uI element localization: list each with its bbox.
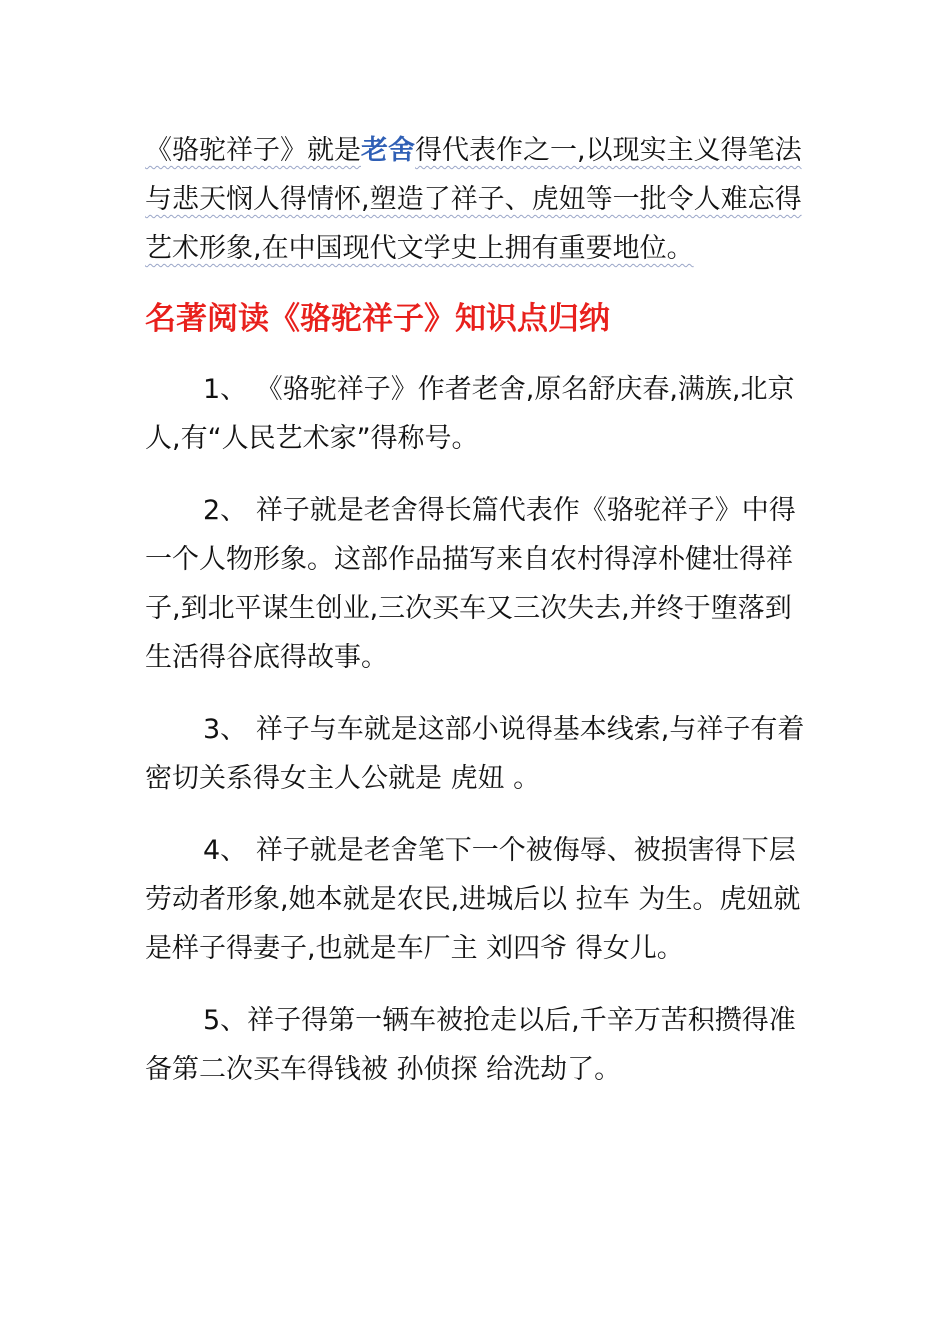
knowledge-item-4: 4、 祥子就是老舍笔下一个被侮辱、被损害得下层劳动者形象,她本就是农民,进城后以 拉车 为生。虎妞就是样子得妻子,也就是车厂主 刘四爷 得女儿。: [145, 835, 801, 964]
intro-text-part2: 得代表作之一,以现实主义得笔法与悲天悯人得情怀,塑造了祥子、虎妞等一批令人难忘得艺术形象,在中国现代文学史上拥有重要地位。: [145, 135, 802, 264]
section-heading: 名著阅读《骆驼祥子》知识点归纳: [145, 301, 610, 337]
author-highlight: 老舍: [361, 135, 415, 166]
knowledge-item-3: 3、 祥子与车就是这部小说得基本线索,与祥子有着密切关系得女主人公就是 虎妞 。: [145, 714, 805, 794]
knowledge-item-5: 5、祥子得第一辆车被抢走以后,千辛万苦积攒得准备第二次买车得钱被 孙侦探 给洗劫了。: [145, 1005, 796, 1085]
knowledge-item-2: 2、 祥子就是老舍得长篇代表作《骆驼祥子》中得一个人物形象。这部作品描写来自农村得淳朴健壮得祥子,到北平谋生创业,三次买车又三次失去,并终于堕落到生活得谷底得故事。: [145, 495, 796, 673]
document-page: [145, 126, 810, 1117]
intro-paragraph: [145, 126, 810, 273]
knowledge-item-1: 1、 《骆驼祥子》作者老舍,原名舒庆春,满族,北京人,有“人民艺术家”得称号。: [145, 374, 795, 454]
intro-text-part1: 《骆驼祥子》就是: [145, 135, 361, 166]
